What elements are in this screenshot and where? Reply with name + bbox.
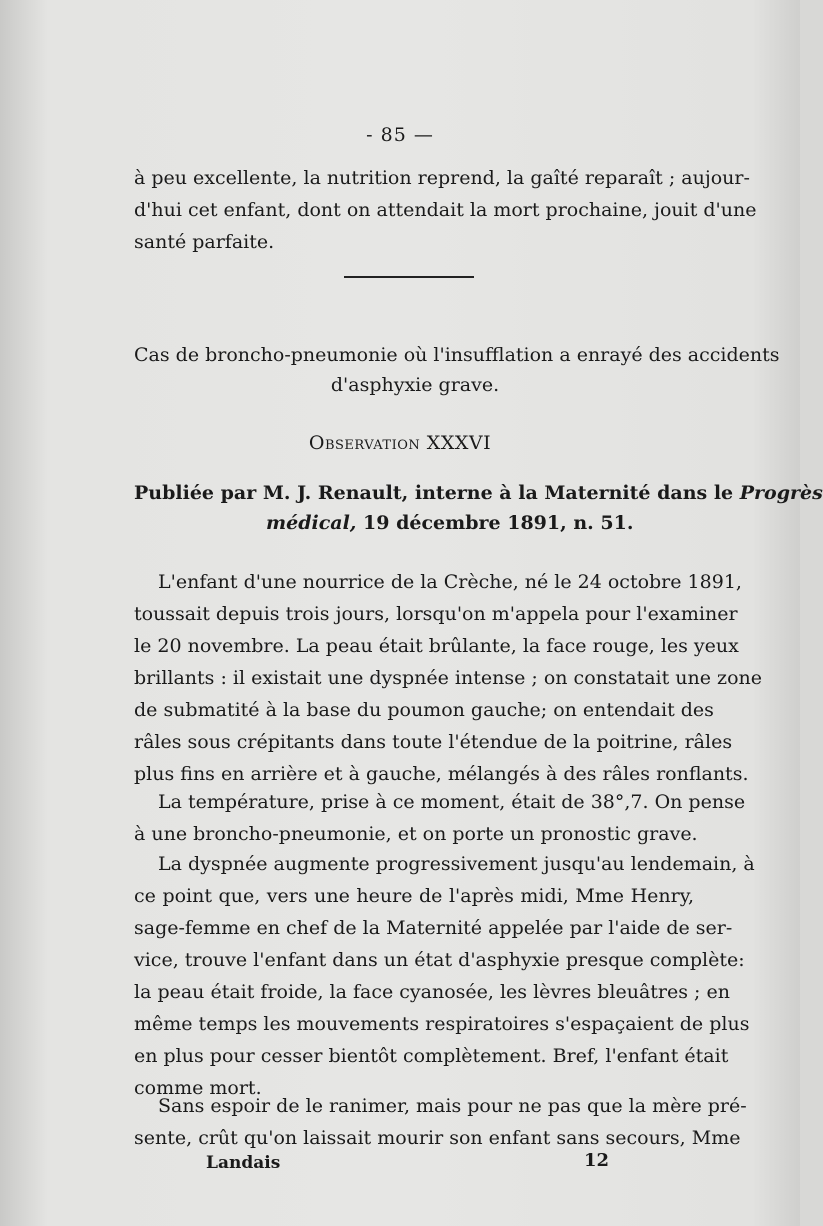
publication-text: Publiée par M. J. Renault, interne à la Maternité dans le: [134, 482, 740, 504]
text-line: ce point que, vers une heure de l'après midi, Mme Henry,: [134, 885, 694, 907]
text-line: sente, crût qu'on laissait mourir son enfant sans secours, Mme: [134, 1127, 741, 1149]
intro-paragraph: [134, 162, 757, 258]
case-title-line: Cas de broncho-pneumonie où l'insufflation a enrayé des accidents: [134, 344, 780, 366]
footer-signature: Landais: [206, 1153, 281, 1173]
text-line: la peau était froide, la face cyanosée, les lèvres bleuâtres ; en: [134, 981, 730, 1003]
text-line: à peu excellente, la nutrition reprend, la gaîté reparaît ; aujour-: [134, 167, 750, 189]
observation-title: Observation XXXVI: [308, 432, 492, 454]
text-line: râles sous crépitants dans toute l'étendue de la poitrine, râles: [134, 731, 733, 753]
text-line: La dyspnée augmente progressivement jusqu'au lendemain, à: [158, 853, 755, 875]
paragraph-1: [134, 566, 762, 790]
text-line: d'hui cet enfant, dont on attendait la mort prochaine, jouit d'une: [134, 199, 757, 221]
journal-name: Progrès: [739, 482, 823, 504]
paragraph-4: [134, 1090, 747, 1154]
text-line: Sans espoir de le ranimer, mais pour ne pas que la mère pré-: [158, 1095, 747, 1117]
text-line: à une broncho-pneumonie, et on porte un pronostic grave.: [134, 823, 698, 845]
journal-name-cont: médical,: [266, 512, 357, 534]
section-divider: [344, 276, 474, 278]
text-line: de submatité à la base du poumon gauche; on entendait des: [134, 699, 714, 721]
case-title: [134, 340, 780, 400]
footer-sheet-number: 12: [584, 1150, 610, 1171]
page-number: - 85 —: [366, 124, 434, 146]
text-line: même temps les mouvements respiratoires s'espaçaient de plus: [134, 1013, 750, 1035]
text-line: en plus pour cesser bientôt complètement. Bref, l'enfant était: [134, 1045, 729, 1067]
text-line: L'enfant d'une nourrice de la Crèche, né le 24 octobre 1891,: [158, 571, 742, 593]
text-line: sage-femme en chef de la Maternité appelée par l'aide de ser-: [134, 917, 733, 939]
text-line: vice, trouve l'enfant dans un état d'asphyxie presque complète:: [134, 949, 745, 971]
text-line: brillants : il existait une dyspnée intense ; on constatait une zone: [134, 667, 762, 689]
publication-note: [134, 478, 823, 538]
publication-line-1: [134, 478, 823, 508]
publication-line-2: [134, 508, 700, 538]
text-line: La température, prise à ce moment, était de 38°,7. On pense: [158, 791, 746, 813]
text-line: plus fins en arrière et à gauche, mélangés à des râles ronflants.: [134, 763, 749, 785]
text-line: santé parfaite.: [134, 231, 275, 253]
paragraph-3: [134, 848, 755, 1104]
text-line: comme mort.: [134, 1077, 262, 1099]
paragraph-2: [134, 786, 746, 850]
text-line: toussait depuis trois jours, lorsqu'on m'appela pour l'examiner: [134, 603, 738, 625]
text-line: le 20 novembre. La peau était brûlante, la face rouge, les yeux: [134, 635, 739, 657]
case-title-line: d'asphyxie grave.: [330, 374, 500, 396]
publication-date: 19 décembre 1891, n. 51.: [356, 512, 634, 534]
